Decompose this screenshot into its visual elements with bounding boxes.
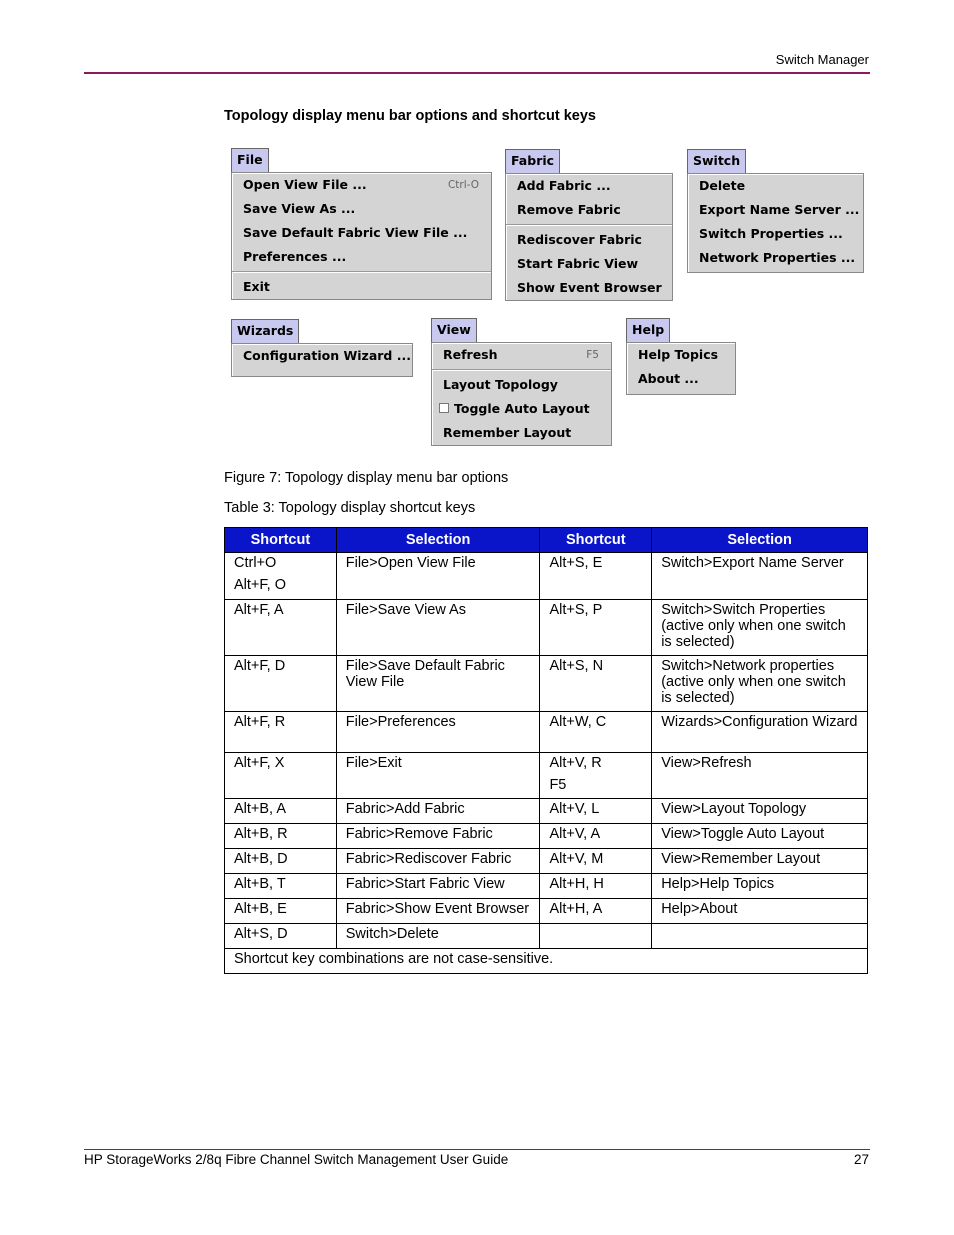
shortcut-cell: Alt+S, P bbox=[540, 600, 652, 656]
shortcut-cell: Alt+F, A bbox=[225, 600, 337, 656]
menu-item-remember-layout[interactable]: Remember Layout bbox=[443, 425, 572, 440]
shortcut-cell: Alt+B, R bbox=[225, 824, 337, 849]
selection-cell: View>Remember Layout bbox=[652, 849, 868, 874]
menu-item-preferences[interactable]: Preferences ... bbox=[243, 249, 347, 264]
shortcut-cell: Alt+S, E bbox=[540, 553, 652, 600]
col-header-selection: Selection bbox=[336, 528, 540, 553]
fabric-menu bbox=[505, 149, 673, 301]
menu-item-save-view-as[interactable]: Save View As ... bbox=[243, 201, 356, 216]
shortcut-cell: Alt+V, L bbox=[540, 799, 652, 824]
figure-caption: Figure 7: Topology display menu bar options bbox=[224, 470, 509, 486]
table-row bbox=[225, 753, 868, 799]
switch-menu-title[interactable]: Switch bbox=[687, 149, 746, 173]
menu-item-layout-topology[interactable]: Layout Topology bbox=[443, 377, 558, 392]
shortcut-cell: Alt+V, R F5 bbox=[540, 753, 652, 799]
file-menu-title[interactable]: File bbox=[231, 148, 269, 172]
menu-separator bbox=[506, 224, 672, 226]
menu-item-network-properties[interactable]: Network Properties ... bbox=[699, 250, 856, 265]
page-number: 27 bbox=[853, 1152, 869, 1167]
shortcut-cell bbox=[540, 924, 652, 949]
selection-cell: Switch>Delete bbox=[336, 924, 540, 949]
selection-cell: Fabric>Show Event Browser bbox=[336, 899, 540, 924]
view-menu bbox=[431, 318, 612, 446]
menu-item-delete[interactable]: Delete bbox=[699, 178, 746, 193]
menu-item-refresh[interactable]: Refresh F5 bbox=[432, 343, 611, 367]
selection-cell: Fabric>Rediscover Fabric bbox=[336, 849, 540, 874]
menu-item-toggle-auto-layout[interactable]: Toggle Auto Layout bbox=[432, 397, 611, 421]
shortcut-cell: Alt+B, D bbox=[225, 849, 337, 874]
menu-item-about[interactable]: About ... bbox=[638, 371, 699, 386]
selection-cell: Help>About bbox=[652, 899, 868, 924]
accelerator-ctrl-o: Ctrl-O bbox=[447, 179, 479, 191]
selection-cell: View>Layout Topology bbox=[652, 799, 868, 824]
fabric-menu-title[interactable]: Fabric bbox=[505, 149, 560, 173]
menu-item-configuration-wizard[interactable]: Configuration Wizard ... bbox=[243, 348, 411, 363]
shortcut-cell: Ctrl+O Alt+F, O bbox=[225, 553, 337, 600]
selection-cell: Switch>Export Name Server bbox=[652, 553, 868, 600]
table-row bbox=[225, 600, 868, 656]
selection-cell: File>Save View As bbox=[336, 600, 540, 656]
menu-item-help-topics[interactable]: Help Topics bbox=[638, 347, 719, 362]
header-rule bbox=[84, 72, 870, 74]
table-row bbox=[225, 799, 868, 824]
shortcut-cell: Alt+B, E bbox=[225, 899, 337, 924]
shortcut-cell: Alt+W, C bbox=[540, 712, 652, 753]
table-caption: Table 3: Topology display shortcut keys bbox=[224, 500, 476, 516]
accelerator-f5: F5 bbox=[586, 349, 599, 361]
view-menu-title[interactable]: View bbox=[431, 318, 477, 342]
wizards-menu-title[interactable]: Wizards bbox=[231, 319, 299, 343]
view-menu-body bbox=[431, 342, 612, 446]
shortcut-cell: Alt+V, M bbox=[540, 849, 652, 874]
menu-item-open-view-file[interactable]: Open View File ... Ctrl-O bbox=[232, 173, 491, 197]
footer-title: HP StorageWorks 2/8q Fibre Channel Switch Management User Guide bbox=[84, 1152, 509, 1167]
menu-item-remove-fabric[interactable]: Remove Fabric bbox=[517, 202, 621, 217]
selection-cell: File>Save Default Fabric View File bbox=[336, 656, 540, 712]
shortcut-cell: Alt+B, A bbox=[225, 799, 337, 824]
fabric-menu-body bbox=[505, 173, 673, 301]
menu-item-switch-properties[interactable]: Switch Properties ... bbox=[699, 226, 843, 241]
help-menu bbox=[626, 318, 736, 395]
col-header-shortcut: Shortcut bbox=[540, 528, 652, 553]
table-row bbox=[225, 849, 868, 874]
file-menu bbox=[231, 148, 492, 300]
selection-cell: Fabric>Start Fabric View bbox=[336, 874, 540, 899]
shortcut-cell: Alt+F, X bbox=[225, 753, 337, 799]
table-row bbox=[225, 874, 868, 899]
switch-menu-body bbox=[687, 173, 864, 273]
shortcut-cell: Alt+H, H bbox=[540, 874, 652, 899]
wizards-menu-body bbox=[231, 343, 413, 377]
menu-item-show-event-browser[interactable]: Show Event Browser bbox=[517, 280, 662, 295]
selection-cell: View>Toggle Auto Layout bbox=[652, 824, 868, 849]
table-row bbox=[225, 656, 868, 712]
checkbox-icon[interactable] bbox=[439, 403, 449, 413]
footer-rule bbox=[84, 1149, 870, 1150]
menu-item-rediscover-fabric[interactable]: Rediscover Fabric bbox=[517, 232, 642, 247]
switch-menu bbox=[687, 149, 864, 273]
shortcut-table bbox=[224, 527, 868, 974]
wizards-menu bbox=[231, 319, 413, 377]
table-row bbox=[225, 924, 868, 949]
table-row bbox=[225, 824, 868, 849]
col-header-selection: Selection bbox=[652, 528, 868, 553]
table-row bbox=[225, 553, 868, 600]
selection-cell: File>Open View File bbox=[336, 553, 540, 600]
selection-cell: File>Exit bbox=[336, 753, 540, 799]
menu-separator bbox=[232, 271, 491, 273]
table-note-row bbox=[225, 949, 868, 974]
table-row bbox=[225, 899, 868, 924]
menu-separator bbox=[432, 369, 611, 371]
shortcut-cell: Alt+S, N bbox=[540, 656, 652, 712]
menu-item-exit[interactable]: Exit bbox=[243, 279, 270, 294]
help-menu-body bbox=[626, 342, 736, 395]
help-menu-title[interactable]: Help bbox=[626, 318, 670, 342]
shortcut-cell: Alt+F, R bbox=[225, 712, 337, 753]
shortcut-cell: Alt+F, D bbox=[225, 656, 337, 712]
menu-item-start-fabric-view[interactable]: Start Fabric View bbox=[517, 256, 639, 271]
selection-cell: Switch>Network properties (active only when one switch is selected) bbox=[652, 656, 868, 712]
table-row bbox=[225, 712, 868, 753]
selection-cell: View>Refresh bbox=[652, 753, 868, 799]
menu-item-export-name-server[interactable]: Export Name Server ... bbox=[699, 202, 860, 217]
selection-cell: Fabric>Remove Fabric bbox=[336, 824, 540, 849]
menu-item-save-default-fabric-view-file[interactable]: Save Default Fabric View File ... bbox=[243, 225, 468, 240]
selection-cell: Wizards>Configuration Wizard bbox=[652, 712, 868, 753]
selection-cell: Help>Help Topics bbox=[652, 874, 868, 899]
figure-heading: Topology display menu bar options and shortcut keys bbox=[224, 108, 596, 124]
selection-cell bbox=[652, 924, 868, 949]
table-header-row bbox=[225, 528, 868, 553]
selection-cell: File>Preferences bbox=[336, 712, 540, 753]
selection-cell: Fabric>Add Fabric bbox=[336, 799, 540, 824]
shortcut-cell: Alt+H, A bbox=[540, 899, 652, 924]
shortcut-cell: Alt+S, D bbox=[225, 924, 337, 949]
menu-item-add-fabric[interactable]: Add Fabric ... bbox=[517, 178, 611, 193]
file-menu-body bbox=[231, 172, 492, 300]
shortcut-cell: Alt+B, T bbox=[225, 874, 337, 899]
col-header-shortcut: Shortcut bbox=[225, 528, 337, 553]
running-header: Switch Manager bbox=[775, 52, 869, 67]
selection-cell: Switch>Switch Properties (active only when one switch is selected) bbox=[652, 600, 868, 656]
table-note: Shortcut key combinations are not case-sensitive. bbox=[225, 949, 868, 974]
shortcut-cell: Alt+V, A bbox=[540, 824, 652, 849]
